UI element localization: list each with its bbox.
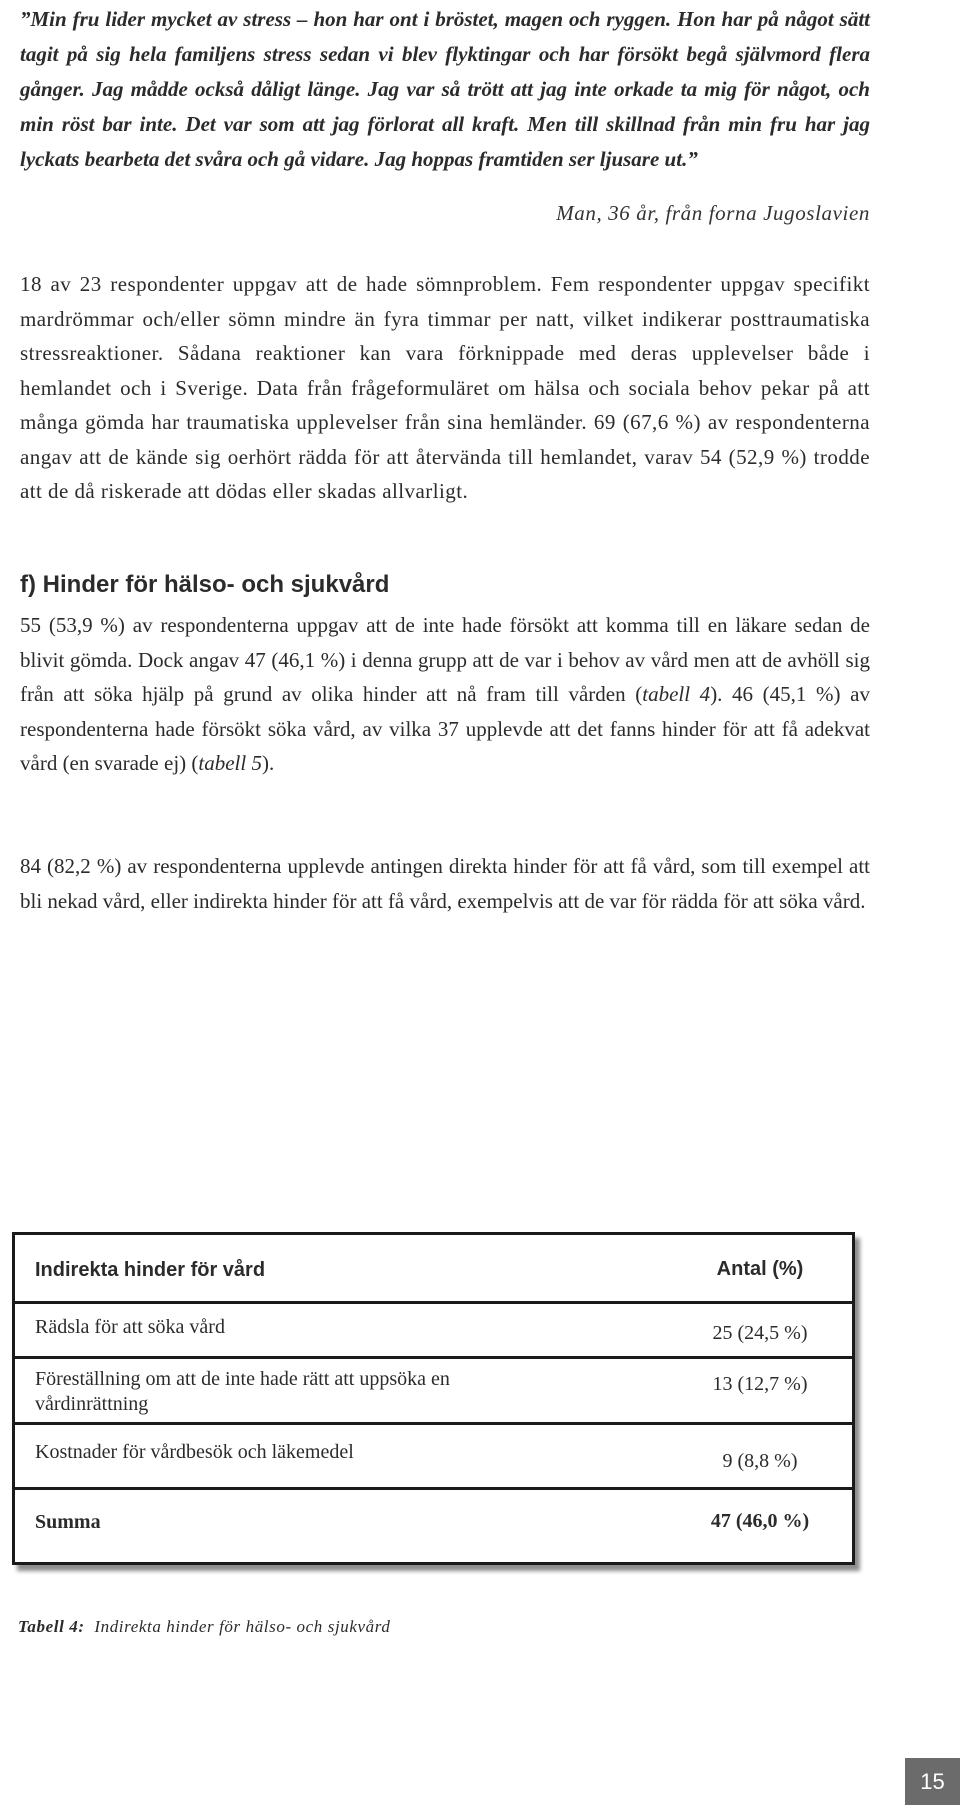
table-header-value: Antal (%) <box>716 1258 804 1280</box>
paragraph-care-barriers <box>20 608 870 781</box>
page-number: 15 <box>905 1758 960 1805</box>
paragraph-care-barriers-part-1: 55 (53,9 %) av respondenterna uppgav att de inte hade försökt att komma till en läkare sedan de blivit gömda. Dock angav 47 (46,1 %) i denna grupp att de var i behov av vård men att de avhöll sig från att söka hjälp på grund av olika hinder att nå fram till vården ( <box>20 613 870 706</box>
paragraph-care-barriers-part-3: ). <box>261 751 275 775</box>
table-caption-text: Indirekta hinder för hälso- och sjukvård <box>94 1617 391 1636</box>
table-5-reference: tabell 5 <box>198 751 262 775</box>
quote-attribution: Man, 36 år, från forna Jugoslavien <box>556 201 870 225</box>
table-summary-label: Summa <box>35 1511 101 1533</box>
table-caption-label: Tabell 4: <box>18 1617 85 1636</box>
table-row-label: Rädsla för att söka vård <box>35 1316 225 1338</box>
table-caption <box>18 1617 390 1637</box>
paragraph-direct-indirect-barriers: 84 (82,2 %) av respondenterna upplevde antingen direkta hinder för att få vård, som till exempel att bli nekad vård, eller indirekta hinder för att få vård, exempelvis att de var för rädda för att söka vård. <box>20 854 870 913</box>
section-heading: f) Hinder för hälso- och sjukvård <box>20 571 390 598</box>
table-row <box>15 1304 852 1359</box>
table-4-reference: tabell 4 <box>642 682 711 706</box>
table-row-value: 25 (24,5 %) <box>712 1322 808 1344</box>
paragraph-care-barriers-part-2: ). 46 (45,1 %) av respondenterna hade försökt söka vård, av vilka 37 upplevde att det fanns hinder för att få adekvat vård (en svarade ej) ( <box>20 682 870 775</box>
table-row-value: 9 (8,8 %) <box>722 1450 798 1472</box>
table-row-value: 13 (12,7 %) <box>712 1373 808 1395</box>
table-summary-row <box>15 1490 852 1562</box>
table-row <box>15 1425 852 1490</box>
table-header-label: Indirekta hinder för vård <box>35 1259 266 1281</box>
table-header-row <box>15 1235 852 1304</box>
paragraph-sleep-problems: 18 av 23 respondenter uppgav att de hade sömnproblem. Fem respondenter uppgav specifikt mardrömmar och/eller sömn mindre än fyra timmar per natt, vilket indikerar posttraumatiska stressreaktioner. Sådana reaktioner kan vara förknippade med deras upplevelser både i hemlandet och i Sverige. Data från frågeformuläret om hälsa och sociala behov pekar på att många gömda har traumatiska upplevelser från sina hemländer. 69 (67,6 %) av respondenterna angav att de kände sig oerhört rädda för att återvända till hemlandet, varav 54 (52,9 %) trodde att de då riskerade att dödas eller skadas allvarligt. <box>20 272 870 503</box>
table-row <box>15 1359 852 1425</box>
table-row-label: Kostnader för vårdbesök och läkemedel <box>35 1441 354 1463</box>
table-summary-value: 47 (46,0 %) <box>710 1510 810 1532</box>
indirect-barriers-table <box>12 1232 855 1565</box>
table-row-label: Föreställning om att de inte hade rätt att uppsöka en vårdinrättning <box>35 1368 450 1415</box>
quote-text: ”Min fru lider mycket av stress – hon har ont i bröstet, magen och ryggen. Hon har på något sätt tagit på sig hela familjens stress sedan vi blev flyktingar och har försökt begå självmord flera gånger. Jag mådde också dåligt länge. Jag var så trött att jag inte orkade ta mig för något, och min röst bar inte. Det var som att jag förlorat all kraft. Men till skillnad från min fru har jag lyckats bearbeta det svåra och gå vidare. Jag hoppas framtiden ser ljusare ut.” <box>20 7 870 171</box>
